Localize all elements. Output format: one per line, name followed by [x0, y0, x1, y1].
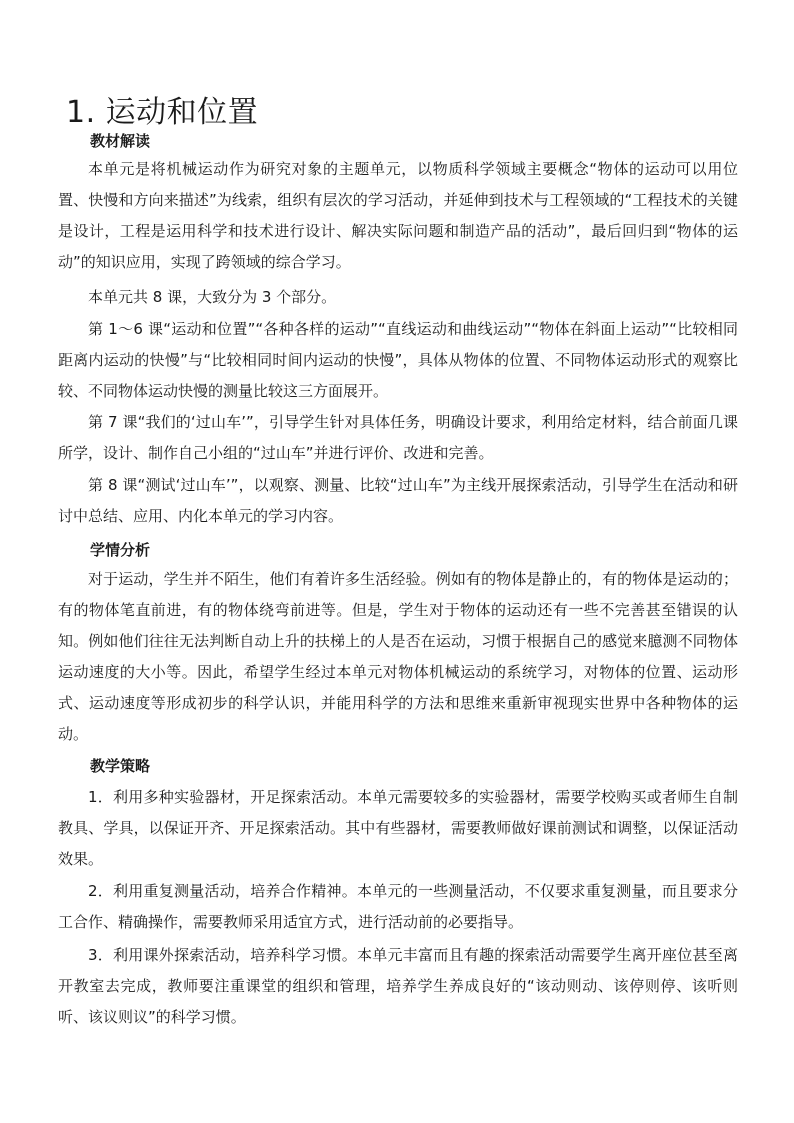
paragraph: 本单元是将机械运动作为研究对象的主题单元，以物质科学领域主要概念“物体的运动可以用位置、快慢和方向来描述”为线索，组织有层次的学习活动，并延伸到技术与工程领域的“工程技术的关键是设计，工程是运用科学和技术进行设计、解决实际问题和制造产品的活动”，最后回归到“物体的运动”的知识应用，实现了跨领域的综合学习。	[58, 160, 738, 271]
section-heading-student-analysis: 学情分析	[90, 541, 151, 559]
paragraph: 第 8 课“测试‘过山车’”，以观察、测量、比较“过山车”为主线开展探索活动，引导学生在活动和研讨中总结、应用、内化本单元的学习内容。	[58, 476, 738, 525]
paragraph: 本单元共 8 课，大致分为 3 个部分。	[88, 288, 337, 306]
paragraph: 3．利用课外探索活动，培养科学习惯。本单元丰富而且有趣的探索活动需要学生离开座位甚至离开教室去完成，教师要注重课堂的组织和管理，培养学生养成良好的“该动则动、该停则停、该听则听、该议则议”的科学习惯。	[58, 946, 738, 1026]
paragraph: 第 7 课“我们的‘过山车’”，引导学生针对具体任务，明确设计要求，利用给定材料，结合前面几课所学，设计、制作自己小组的“过山车”并进行评价、改进和完善。	[58, 413, 738, 462]
page-title: 1. 运动和位置	[66, 95, 259, 130]
paragraph: 第 1～6 课“运动和位置”“各种各样的运动”“直线运动和曲线运动”“物体在斜面上运动”“比较相同距离内运动的快慢”与“比较相同时间内运动的快慢”，具体从物体的位置、不同物体运动形式的观察比较、不同物体运动快慢的测量比较这三方面展开。	[58, 320, 738, 400]
paragraph: 2．利用重复测量活动，培养合作精神。本单元的一些测量活动，不仅要求重复测量，而且要求分工合作、精确操作，需要教师采用适宜方式，进行活动前的必要指导。	[58, 882, 738, 931]
paragraph: 对于运动，学生并不陌生，他们有着许多生活经验。例如有的物体是静止的，有的物体是运动的；有的物体笔直前进，有的物体绕弯前进等。但是，学生对于物体的运动还有一些不完善甚至错误的认知。例如他们往往无法判断自动上升的扶梯上的人是否在运动，习惯于根据自己的感觉来臆测不同物体运动速度的大小等。因此，希望学生经过本单元对物体机械运动的系统学习，对物体的位置、运动形式、运动速度等形成初步的科学认识，并能用科学的方法和思维来重新审视现实世界中各种物体的运动。	[58, 570, 738, 743]
section-heading-teaching-strategy: 教学策略	[90, 757, 151, 775]
paragraph: 1．利用多种实验器材，开足探索活动。本单元需要较多的实验器材，需要学校购买或者师生自制教具、学具，以保证开齐、开足探索活动。其中有些器材，需要教师做好课前测试和调整，以保证活动效果。	[58, 788, 738, 868]
section-heading-textbook-analysis: 教材解读	[90, 132, 151, 150]
